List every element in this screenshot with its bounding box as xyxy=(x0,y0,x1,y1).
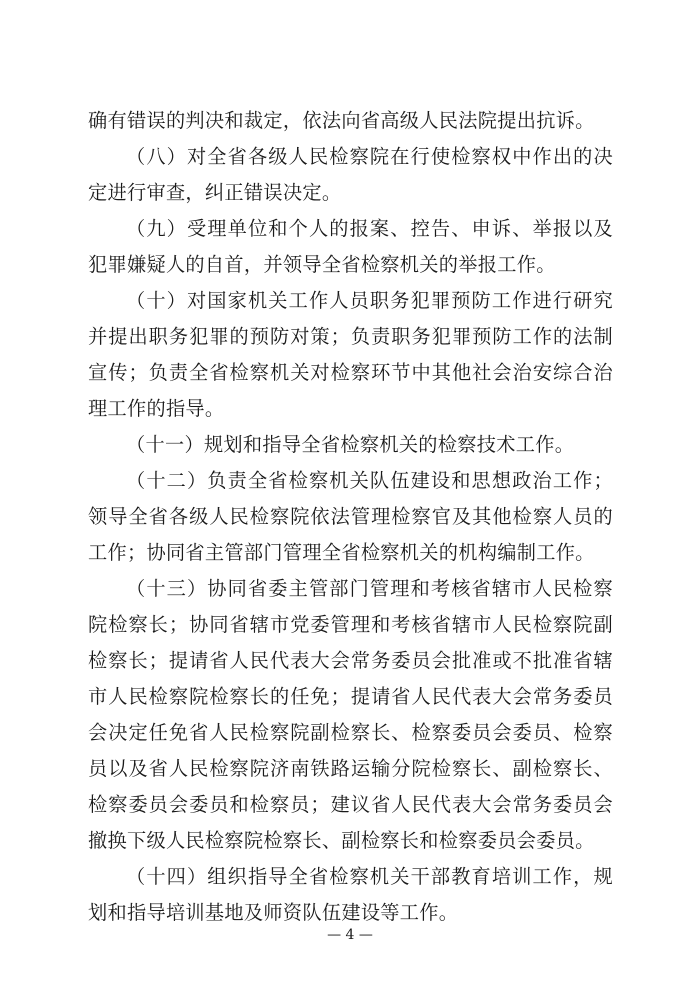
document-body xyxy=(88,103,613,931)
page-number: — 4 — xyxy=(327,927,373,943)
paragraph-item-9: （九）受理单位和个人的报案、控告、申诉、举报以及犯罪嫌疑人的自首，并领导全省检察机关的举报工作。 xyxy=(88,217,613,276)
paragraph-item-10: （十）对国家机关工作人员职务犯罪预防工作进行研究并提出职务犯罪的预防对策；负责职务犯罪预防工作的法制宣传；负责全省检察机关对检察环节中其他社会治安综合治理工作的指导。 xyxy=(88,289,613,420)
paragraph-item-8: （八）对全省各级人民检察院在行使检察权中作出的决定进行审查，纠正错误决定。 xyxy=(88,145,613,204)
paragraph-continuation: 确有错误的判决和裁定，依法向省高级人民法院提出抗诉。 xyxy=(88,109,595,132)
paragraph-item-12: （十二）负责全省检察机关队伍建设和思想政治工作；领导全省各级人民检察院依法管理检察官及其他检察人员的工作；协同省主管部门管理全省检察机关的机构编制工作。 xyxy=(88,469,613,564)
paragraph-item-14: （十四）组织指导全省检察机关干部教育培训工作，规划和指导培训基地及师资队伍建设等工作。 xyxy=(88,865,613,924)
paragraph-item-13: （十三）协同省委主管部门管理和考核省辖市人民检察院检察长；协同省辖市党委管理和考核省辖市人民检察院副检察长；提请省人民代表大会常务委员会批准或不批准省辖市人民检察院检察长的任免；提请省人民代表大会常务委员会决定任免省人民检察院副检察长、检察委员会委员、检察员以及省人民检察院济南铁路运输分院检察长、副检察长、检察委员会委员和检察员；建议省人民代表大会常务委员会撤换下级人民检察院检察长、副检察长和检察委员会委员。 xyxy=(88,577,613,852)
paragraph-item-11: （十一）规划和指导全省检察机关的检察技术工作。 xyxy=(126,433,575,456)
